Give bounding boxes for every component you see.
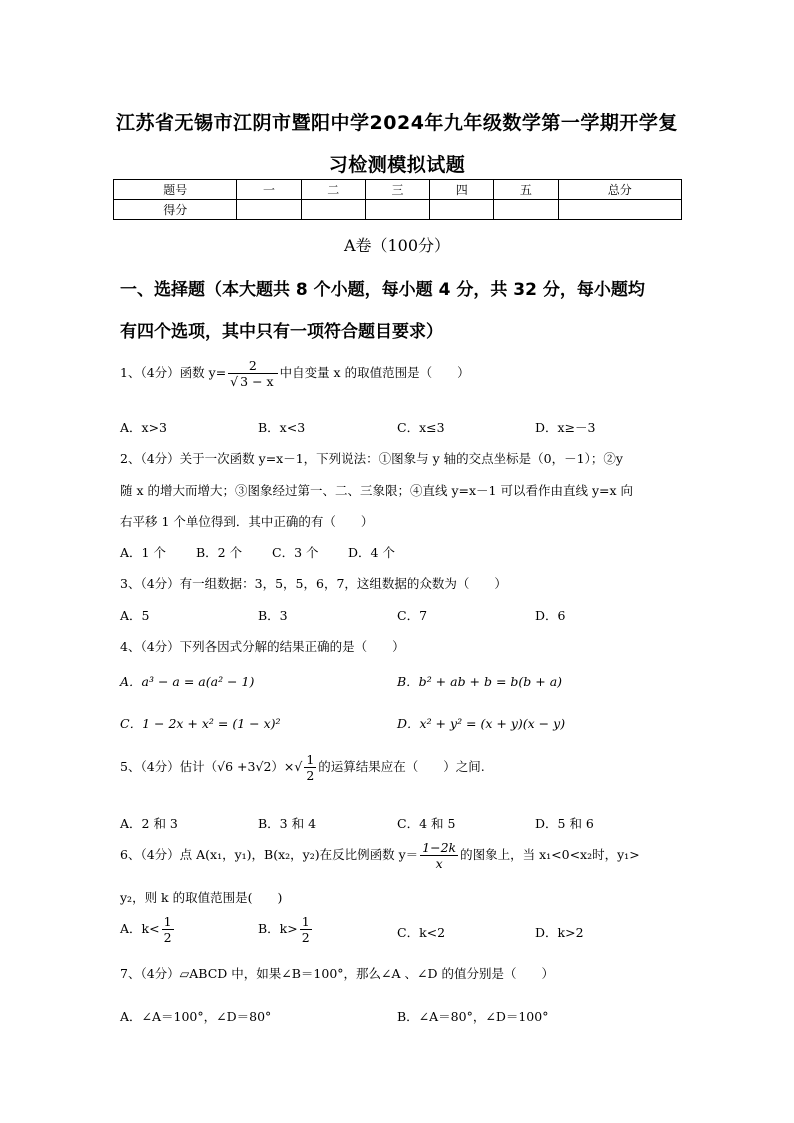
question-4: 4、（4分）下列各因式分解的结果正确的是（ ）	[120, 639, 405, 654]
q3-option-d: D．6	[535, 608, 566, 623]
q6-option-b-den: 2	[301, 930, 310, 945]
q6-option-c: C．k<2	[397, 925, 446, 940]
q1-prefix: 1、（4分）函数 y=	[120, 365, 227, 380]
score-header-cell: 五	[494, 180, 558, 200]
question-6-line2: y₂，则 k 的取值范围是( )	[120, 890, 283, 905]
q4-option-c: C．1 − 2x + x² = (1 − x)²	[120, 716, 281, 731]
q5-prefix: 5、（4分）估计（√6 +3√2）×	[120, 759, 295, 774]
q5-option-b: B．3 和 4	[258, 816, 317, 831]
section-heading: A卷（100分）	[343, 236, 451, 255]
score-table-score-row	[114, 200, 682, 220]
score-blank-cell	[494, 200, 558, 220]
q1-option-b: B．x<3	[258, 420, 306, 435]
q6-option-d: D．k>2	[535, 925, 584, 940]
q2-option-c: C．3 个	[272, 545, 319, 560]
q5-sqrt-sign: √	[294, 759, 303, 774]
part1-heading-line1: 一、选择题（本大题共 8 个小题，每小题 4 分，共 32 分，每小题均	[120, 280, 645, 300]
q6-fraction	[420, 840, 458, 871]
q3-option-a: A．5	[120, 608, 150, 623]
q6-option-b	[258, 914, 314, 945]
q6-fraction-den: x	[435, 856, 443, 871]
score-header-cell: 总分	[558, 180, 681, 200]
q1-fraction-num: 2	[228, 358, 277, 374]
exam-title-line2: 习检测模拟试题	[328, 154, 466, 176]
q6-option-b-label: B．k>	[258, 921, 298, 936]
q6-fraction-num: 1−2k	[422, 840, 457, 855]
q4-option-d: D．x² + y² = (x + y)(x − y)	[397, 716, 566, 731]
question-2-line3: 右平移 1 个单位得到．其中正确的有（ ）	[120, 514, 374, 529]
q5-fraction-den: 2	[306, 768, 315, 783]
q1-option-c: C．x≤3	[397, 420, 445, 435]
q6-option-a-label: A．k<	[120, 921, 160, 936]
score-header-cell: 题号	[114, 180, 237, 200]
score-header-cell: 一	[237, 180, 301, 200]
q5-option-a: A．2 和 3	[120, 816, 178, 831]
q6-option-b-fraction	[300, 914, 312, 945]
q1-option-a: A．x>3	[120, 420, 168, 435]
q6-suffix: 的图象上，当 x₁<0<x₂时，y₁>	[460, 847, 640, 862]
q5-suffix: 的运算结果应在（ ）之间.	[318, 759, 485, 774]
score-blank-cell	[558, 200, 681, 220]
question-1	[120, 358, 470, 389]
q6-option-a-fraction	[162, 914, 174, 945]
question-2-line1: 2、（4分）关于一次函数 y=x－1，下列说法：①图象与 y 轴的交点坐标是（0，－1）；②y	[120, 451, 623, 466]
part1-heading-line2: 有四个选项，其中只有一项符合题目要求）	[120, 322, 443, 342]
q5-option-d: D．5 和 6	[535, 816, 594, 831]
q6-option-a	[120, 914, 176, 945]
score-table-header-row	[114, 180, 682, 200]
score-header-cell: 四	[430, 180, 494, 200]
q5-fraction-num: 1	[306, 752, 315, 767]
question-3: 3、（4分）有一组数据：3，5，5，6，7，这组数据的众数为（ ）	[120, 576, 507, 591]
q4-option-b: B．b² + ab + b = b(b + a)	[397, 674, 563, 689]
q6-option-a-den: 2	[163, 930, 172, 945]
q4-option-a: A．a³ − a = a(a² − 1)	[120, 674, 255, 689]
q2-option-b: B．2 个	[196, 545, 243, 560]
q1-radicand: 3 − x	[240, 374, 274, 389]
score-blank-cell	[237, 200, 301, 220]
q1-fraction	[228, 358, 277, 389]
question-6-line1	[120, 840, 640, 871]
q3-option-c: C．7	[397, 608, 428, 623]
q7-option-b: B．∠A＝80°，∠D＝100°	[397, 1009, 549, 1024]
q1-fraction-den: √ 3 − x	[230, 374, 274, 389]
q3-option-b: B．3	[258, 608, 288, 623]
score-blank-cell	[365, 200, 429, 220]
score-header-cell: 二	[301, 180, 365, 200]
q5-fraction	[304, 752, 316, 783]
q7-option-a: A．∠A＝100°，∠D＝80°	[120, 1009, 272, 1024]
score-blank-cell	[301, 200, 365, 220]
q5-option-c: C．4 和 5	[397, 816, 456, 831]
q1-option-d: D．x≥－3	[535, 420, 596, 435]
question-7: 7、（4分）▱ABCD 中，如果∠B＝100°，那么∠A 、∠D 的值分别是（ ）	[120, 966, 554, 981]
q6-option-b-num: 1	[301, 914, 310, 929]
score-header-cell: 三	[365, 180, 429, 200]
question-2-line2: 随 x 的增大而增大；③图象经过第一、二、三象限；④直线 y=x－1 可以看作由直线 y=x 向	[120, 483, 634, 498]
exam-title-line1: 江苏省无锡市江阴市暨阳中学2024年九年级数学第一学期开学复	[116, 112, 678, 134]
score-row-label: 得分	[114, 200, 237, 220]
question-5	[120, 752, 485, 783]
q6-prefix: 6、（4分）点 A(x₁，y₁)，B(x₂，y₂)在反比例函数 y＝	[120, 847, 419, 862]
q6-option-a-num: 1	[163, 914, 172, 929]
q2-option-a: A．1 个	[120, 545, 166, 560]
q2-option-d: D．4 个	[348, 545, 395, 560]
score-blank-cell	[430, 200, 494, 220]
score-table	[113, 179, 682, 220]
q1-suffix: 中自变量 x 的取值范围是（ ）	[279, 365, 470, 380]
